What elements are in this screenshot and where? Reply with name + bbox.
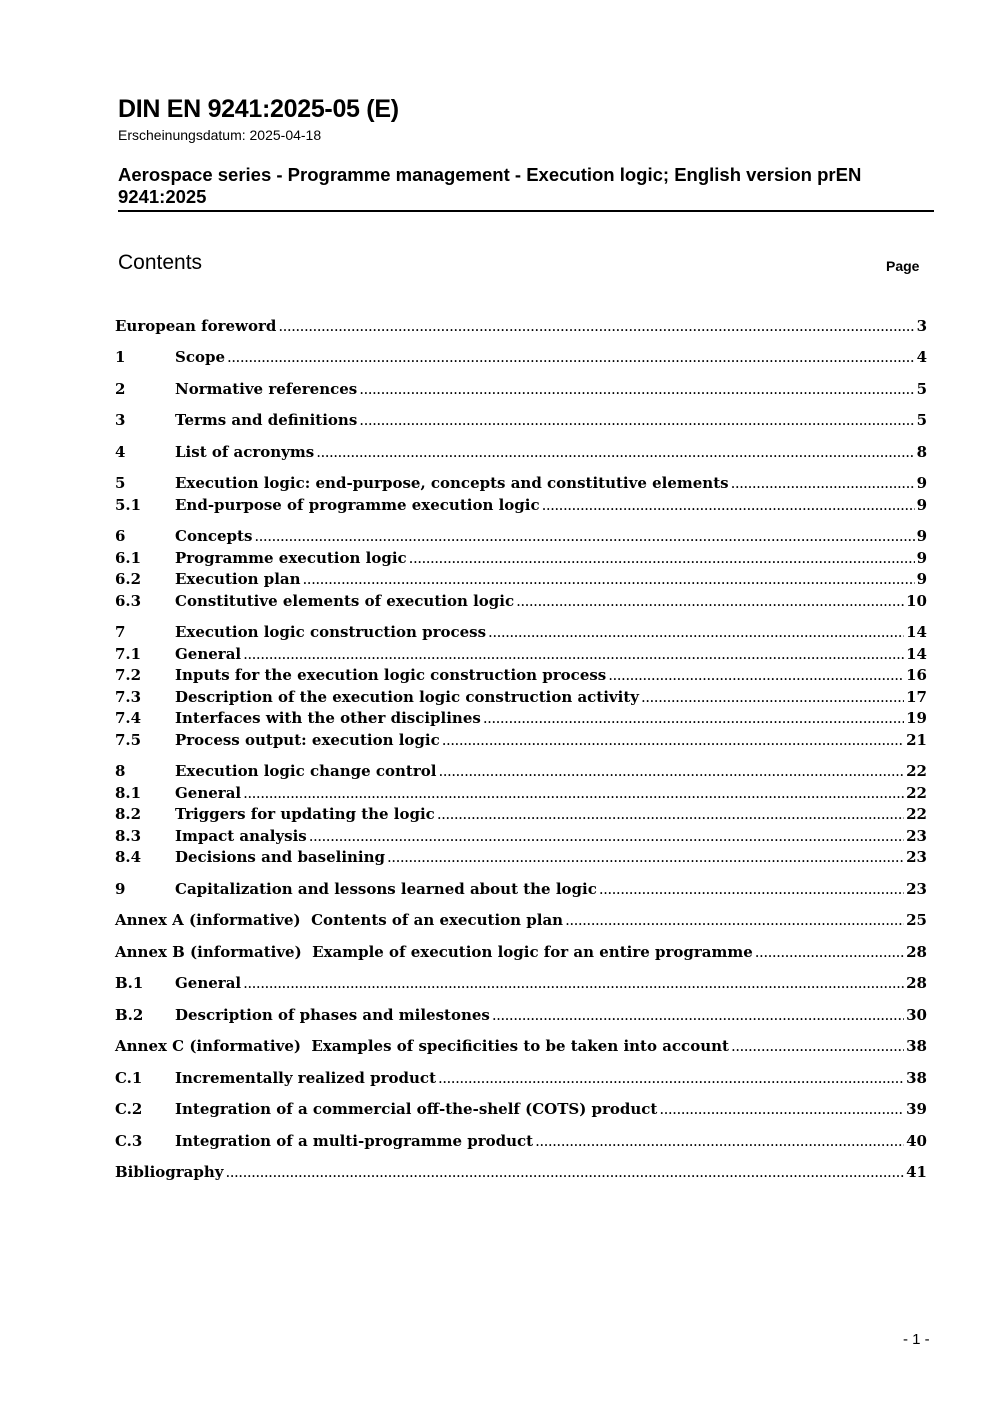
toc-entry-title: European foreword	[115, 317, 277, 335]
toc-leader-dots	[387, 847, 904, 868]
toc-entry-page: 21	[906, 731, 927, 749]
toc-entry-c-3[interactable]	[115, 1131, 927, 1152]
contents-heading: Contents	[118, 251, 203, 274]
toc-entry-7-2[interactable]	[115, 665, 927, 686]
toc-entry-number: 8.3	[115, 827, 142, 845]
toc-entry-page: 8	[916, 443, 927, 461]
toc-entry-title: Annex B (informative) Example of execution logic for an entire programme	[115, 943, 753, 961]
toc-entry-number: 3	[115, 411, 126, 429]
toc-leader-dots	[565, 910, 904, 931]
toc-leader-dots	[243, 644, 904, 665]
toc-leader-dots	[359, 410, 914, 431]
toc-entry-title: Execution logic construction process	[175, 623, 487, 641]
toc-entry-number: 7.3	[115, 688, 142, 706]
toc-entry-page: 25	[906, 911, 927, 929]
toc-entry-title: Impact analysis	[175, 827, 307, 845]
toc-entry-title: Annex C (informative) Examples of specificities to be taken into account	[115, 1037, 729, 1055]
toc-entry-title: Execution logic change control	[175, 762, 437, 780]
toc-entry-8-4[interactable]	[115, 847, 927, 868]
toc-leader-dots	[438, 761, 904, 782]
toc-entry-b-2[interactable]	[115, 1005, 927, 1026]
toc-entry-7-3[interactable]	[115, 687, 927, 708]
toc-entry-page: 23	[906, 848, 927, 866]
toc-entry-page: 9	[916, 496, 927, 514]
toc-entry-number: 7.1	[115, 645, 142, 663]
toc-entry-title: Terms and definitions	[175, 411, 358, 429]
toc-entry-8-2[interactable]	[115, 804, 927, 825]
toc-entry-title: Description of the execution logic construction activity	[175, 688, 639, 706]
toc-entry-title: Triggers for updating the logic	[175, 805, 435, 823]
toc-entry-title: Execution plan	[175, 570, 301, 588]
toc-entry-7-5[interactable]	[115, 730, 927, 751]
toc-leader-dots	[755, 942, 904, 963]
toc-leader-dots	[409, 548, 915, 569]
toc-entry-annex-a[interactable]	[115, 910, 927, 931]
toc-leader-dots	[316, 442, 914, 463]
page-column-heading: Page	[886, 258, 920, 274]
toc-entry-number: C.1	[115, 1069, 143, 1087]
toc-entry-number: 5.1	[115, 496, 142, 514]
toc-leader-dots	[599, 879, 904, 900]
toc-entry-title: Capitalization and lessons learned about the logic	[175, 880, 597, 898]
toc-entry-page: 40	[906, 1132, 927, 1150]
toc-entry-6-3[interactable]	[115, 591, 927, 612]
toc-entry-page: 14	[906, 623, 927, 641]
toc-entry-title: List of acronyms	[175, 443, 315, 461]
toc-entry-number: 8.4	[115, 848, 142, 866]
toc-entry-number: 8	[115, 762, 126, 780]
toc-entry-page: 19	[906, 709, 927, 727]
toc-entry-title: Normative references	[175, 380, 358, 398]
toc-entry-page: 23	[906, 880, 927, 898]
toc-leader-dots	[226, 1162, 905, 1183]
toc-leader-dots	[516, 591, 904, 612]
toc-entry-number: 7.5	[115, 731, 142, 749]
toc-entry-annex-b[interactable]	[115, 942, 927, 963]
toc-leader-dots	[437, 804, 904, 825]
toc-leader-dots	[243, 783, 904, 804]
toc-entry-1[interactable]	[115, 347, 927, 368]
toc-entry-number: B.2	[115, 1006, 144, 1024]
toc-leader-dots	[731, 1036, 904, 1057]
toc-leader-dots	[641, 687, 904, 708]
toc-entry-title: Inputs for the execution logic construction process	[175, 666, 607, 684]
toc-leader-dots	[542, 495, 915, 516]
toc-entry-foreword[interactable]	[115, 316, 927, 337]
toc-entry-number: 7.2	[115, 666, 142, 684]
toc-entry-7-4[interactable]	[115, 708, 927, 729]
toc-entry-page: 3	[916, 317, 927, 335]
toc-entry-title: Interfaces with the other disciplines	[175, 709, 481, 727]
toc-entry-number: 5	[115, 474, 126, 492]
toc-entry-page: 14	[906, 645, 927, 663]
toc-entry-4[interactable]	[115, 442, 927, 463]
toc-entry-title: Scope	[175, 348, 226, 366]
toc-entry-6[interactable]	[115, 526, 927, 547]
toc-entry-title: Integration of a multi-programme product	[175, 1132, 534, 1150]
toc-entry-number: 6.1	[115, 549, 142, 567]
toc-leader-dots	[492, 1005, 904, 1026]
toc-entry-title: End-purpose of programme execution logic	[175, 496, 540, 514]
toc-entry-number: 4	[115, 443, 126, 461]
toc-entry-title: Bibliography	[115, 1163, 224, 1181]
toc-entry-number: 6.2	[115, 570, 142, 588]
toc-leader-dots	[488, 622, 904, 643]
toc-entry-title: General	[175, 974, 242, 992]
document-title: DIN EN 9241:2025-05 (E)	[118, 95, 399, 123]
toc-entry-page: 22	[906, 805, 927, 823]
toc-entry-page: 39	[906, 1100, 927, 1118]
page-number: - 1 -	[903, 1331, 930, 1348]
toc-leader-dots	[359, 379, 914, 400]
toc-entry-number: 8.2	[115, 805, 142, 823]
toc-leader-dots	[483, 708, 904, 729]
toc-entry-title: Process output: execution logic	[175, 731, 440, 749]
toc-entry-page: 9	[916, 474, 927, 492]
toc-leader-dots	[659, 1099, 904, 1120]
toc-entry-title: Decisions and baselining	[175, 848, 386, 866]
toc-entry-8[interactable]	[115, 761, 927, 782]
toc-entry-page: 17	[906, 688, 927, 706]
document-subtitle: Aerospace series - Programme management - Execution logic; English version prEN 9241:2025	[118, 164, 862, 207]
toc-entry-annex-c[interactable]	[115, 1036, 927, 1057]
header-divider	[118, 210, 934, 212]
toc-leader-dots	[227, 347, 915, 368]
toc-entry-b-1[interactable]	[115, 973, 927, 994]
toc-entry-number: C.2	[115, 1100, 143, 1118]
toc-entry-page: 5	[916, 380, 927, 398]
toc-entry-page: 28	[906, 974, 927, 992]
toc-entry-8-1[interactable]	[115, 783, 927, 804]
toc-entry-title: Execution logic: end-purpose, concepts and constitutive elements	[175, 474, 729, 492]
toc-entry-c-1[interactable]	[115, 1068, 927, 1089]
toc-entry-title: Integration of a commercial off-the-shelf (COTS) product	[175, 1100, 658, 1118]
toc-entry-number: 8.1	[115, 784, 142, 802]
toc-entry-title: Programme execution logic	[175, 549, 407, 567]
toc-entry-page: 28	[906, 943, 927, 961]
toc-entry-number: 7.4	[115, 709, 142, 727]
toc-entry-title: Annex A (informative) Contents of an execution plan	[115, 911, 564, 929]
toc-entry-7[interactable]	[115, 622, 927, 643]
toc-entry-number: B.1	[115, 974, 144, 992]
toc-leader-dots	[535, 1131, 904, 1152]
toc-entry-title: General	[175, 645, 242, 663]
toc-leader-dots	[438, 1068, 904, 1089]
toc-leader-dots	[731, 473, 915, 494]
toc-entry-title: Constitutive elements of execution logic	[175, 592, 515, 610]
toc-entry-number: 9	[115, 880, 126, 898]
toc-entry-9[interactable]	[115, 879, 927, 900]
toc-entry-8-3[interactable]	[115, 826, 927, 847]
toc-entry-page: 4	[916, 348, 927, 366]
toc-entry-c-2[interactable]	[115, 1099, 927, 1120]
toc-entry-page: 9	[916, 570, 927, 588]
toc-entry-number: 1	[115, 348, 126, 366]
toc-leader-dots	[243, 973, 904, 994]
toc-entry-page: 22	[906, 784, 927, 802]
toc-entry-number: 7	[115, 623, 126, 641]
toc-entry-5-1[interactable]	[115, 495, 927, 516]
toc-entry-3[interactable]	[115, 410, 927, 431]
toc-entry-5[interactable]	[115, 473, 927, 494]
toc-entry-page: 30	[906, 1006, 927, 1024]
toc-entry-2[interactable]	[115, 379, 927, 400]
publication-date: Erscheinungsdatum: 2025-04-18	[118, 127, 322, 143]
toc-entry-page: 38	[906, 1037, 927, 1055]
toc-entry-number: 6.3	[115, 592, 142, 610]
toc-entry-number: 6	[115, 527, 126, 545]
toc-entry-page: 38	[906, 1069, 927, 1087]
toc-entry-page: 10	[906, 592, 927, 610]
toc-entry-page: 16	[906, 666, 927, 684]
toc-entry-7-1[interactable]	[115, 644, 927, 665]
toc-entry-title: Concepts	[175, 527, 253, 545]
toc-leader-dots	[303, 569, 915, 590]
toc-entry-6-2[interactable]	[115, 569, 927, 590]
toc-entry-6-1[interactable]	[115, 548, 927, 569]
toc-entry-title: Incrementally realized product	[175, 1069, 436, 1087]
toc-entry-page: 9	[916, 549, 927, 567]
toc-entry-number: 2	[115, 380, 126, 398]
toc-entry-title: General	[175, 784, 242, 802]
toc-entry-number: C.3	[115, 1132, 143, 1150]
toc-entry-page: 5	[916, 411, 927, 429]
toc-entry-page: 23	[906, 827, 927, 845]
toc-leader-dots	[278, 316, 914, 337]
toc-leader-dots	[608, 665, 904, 686]
toc-entry-page: 9	[916, 527, 927, 545]
toc-entry-bibliography[interactable]	[115, 1162, 927, 1183]
toc-leader-dots	[254, 526, 914, 547]
toc-entry-page: 41	[906, 1163, 927, 1181]
toc-entry-title: Description of phases and milestones	[175, 1006, 490, 1024]
toc-leader-dots	[442, 730, 904, 751]
toc-entry-page: 22	[906, 762, 927, 780]
toc-leader-dots	[309, 826, 904, 847]
